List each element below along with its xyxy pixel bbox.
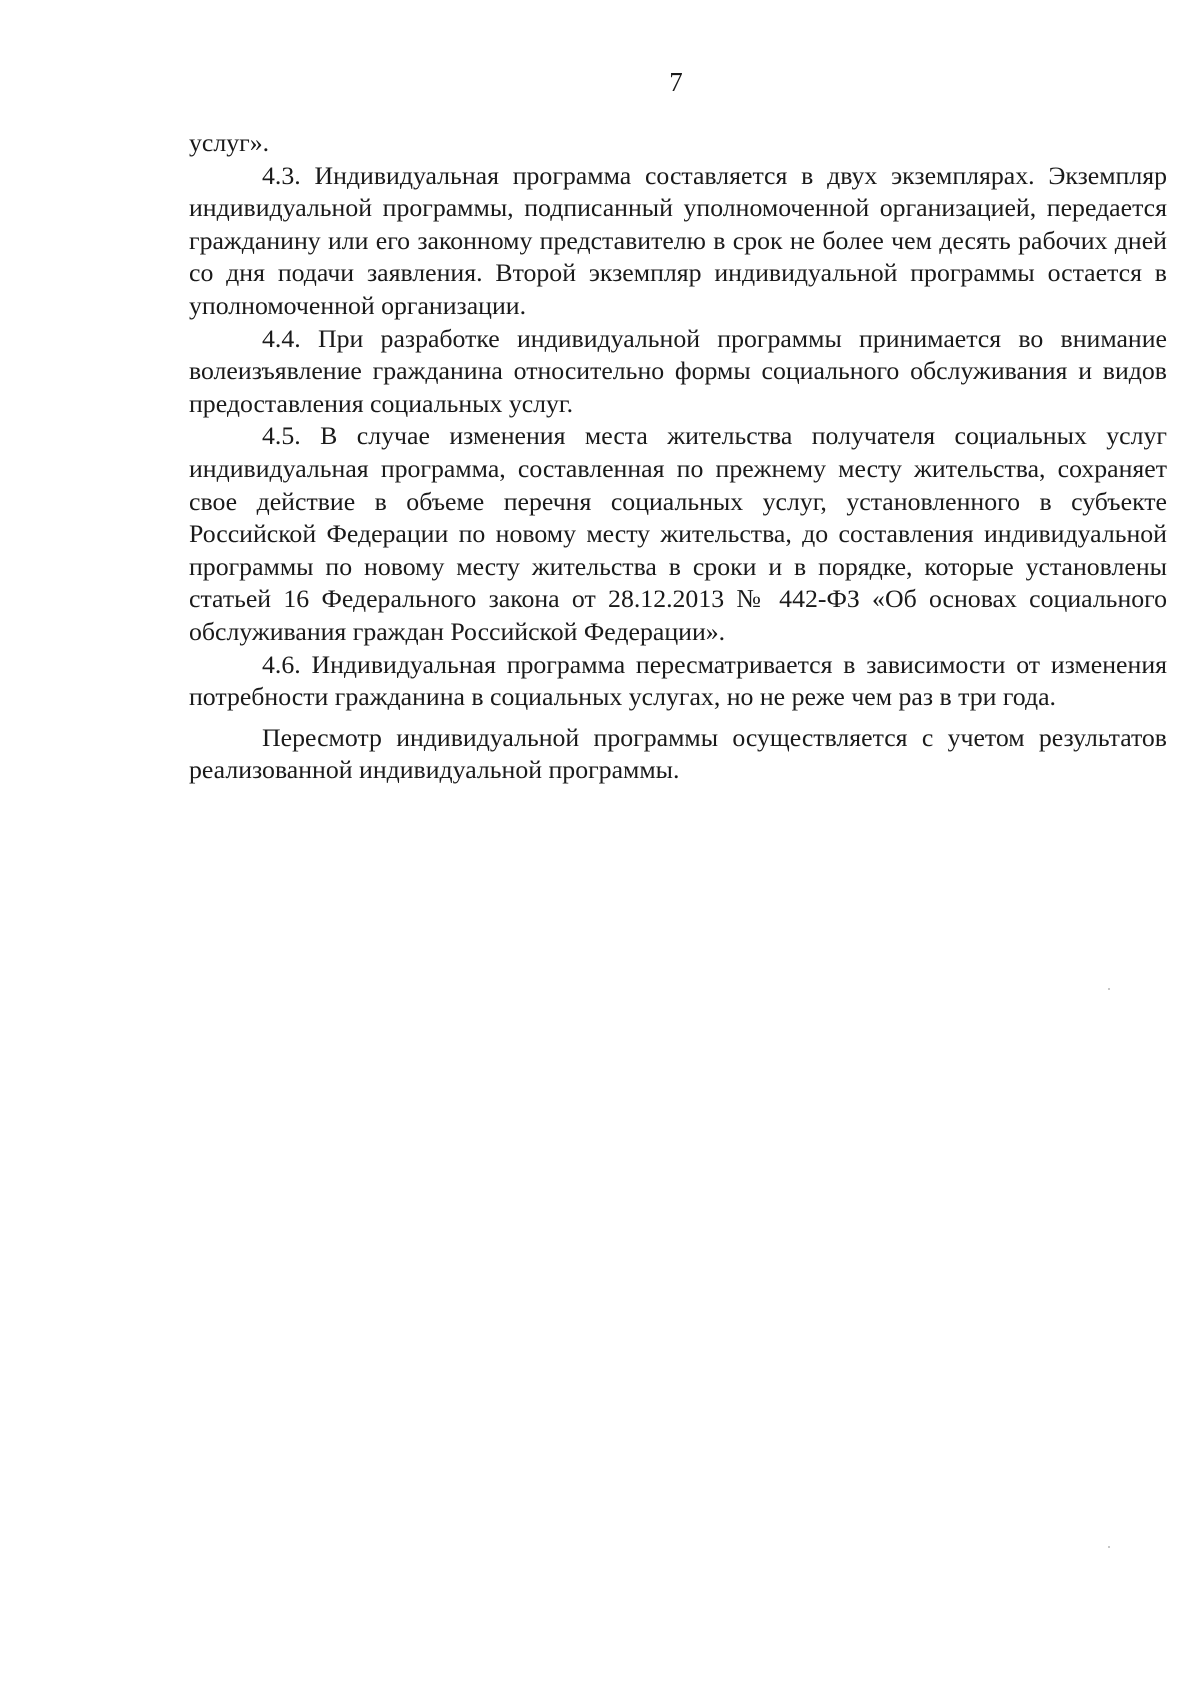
paragraph-4-6: 4.6. Индивидуальная программа пересматривается в зависимости от изменения потребности гражданина в социальных услугах, но не реже чем раз в три года. [189, 649, 1167, 712]
paragraph-continuation: услуг». [189, 128, 270, 157]
scan-artifact [1108, 988, 1110, 990]
scan-artifact [1108, 1546, 1110, 1548]
paragraph-4-5: 4.5. В случае изменения места жительства получателя социальных услуг индивидуальная программа, составленная по прежнему месту жительства, сохраняет свое действие в объеме перечня социальных услуг, установленного в субъекте Российской Федерации по новому месту жительства, до составления индивидуальной программы по новому месту жительства в сроки и в порядке, которые установлены статьей 16 Федерального закона от 28.12.2013 № 442-ФЗ «Об основах социального обслуживания граждан Российской Федерации». [189, 421, 1167, 646]
page-number: 7 [669, 67, 683, 97]
paragraph-4-4: 4.4. При разработке индивидуальной программы принимается во внимание волеизъявление гражданина относительно формы социального обслуживания и видов предоставления социальных услуг. [189, 323, 1167, 418]
paragraph-revision: Пересмотр индивидуальной программы осуществляется с учетом результатов реализованной индивидуальной программы. [189, 722, 1167, 785]
document-body [189, 127, 1167, 787]
paragraph-4-3: 4.3. Индивидуальная программа составляется в двух экземплярах. Экземпляр индивидуальной программы, подписанный уполномоченной организацией, передается гражданину или его законному представителю в срок не более чем десять рабочих дней со дня подачи заявления. Второй экземпляр индивидуальной программы остается в уполномоченной организации. [189, 160, 1167, 320]
